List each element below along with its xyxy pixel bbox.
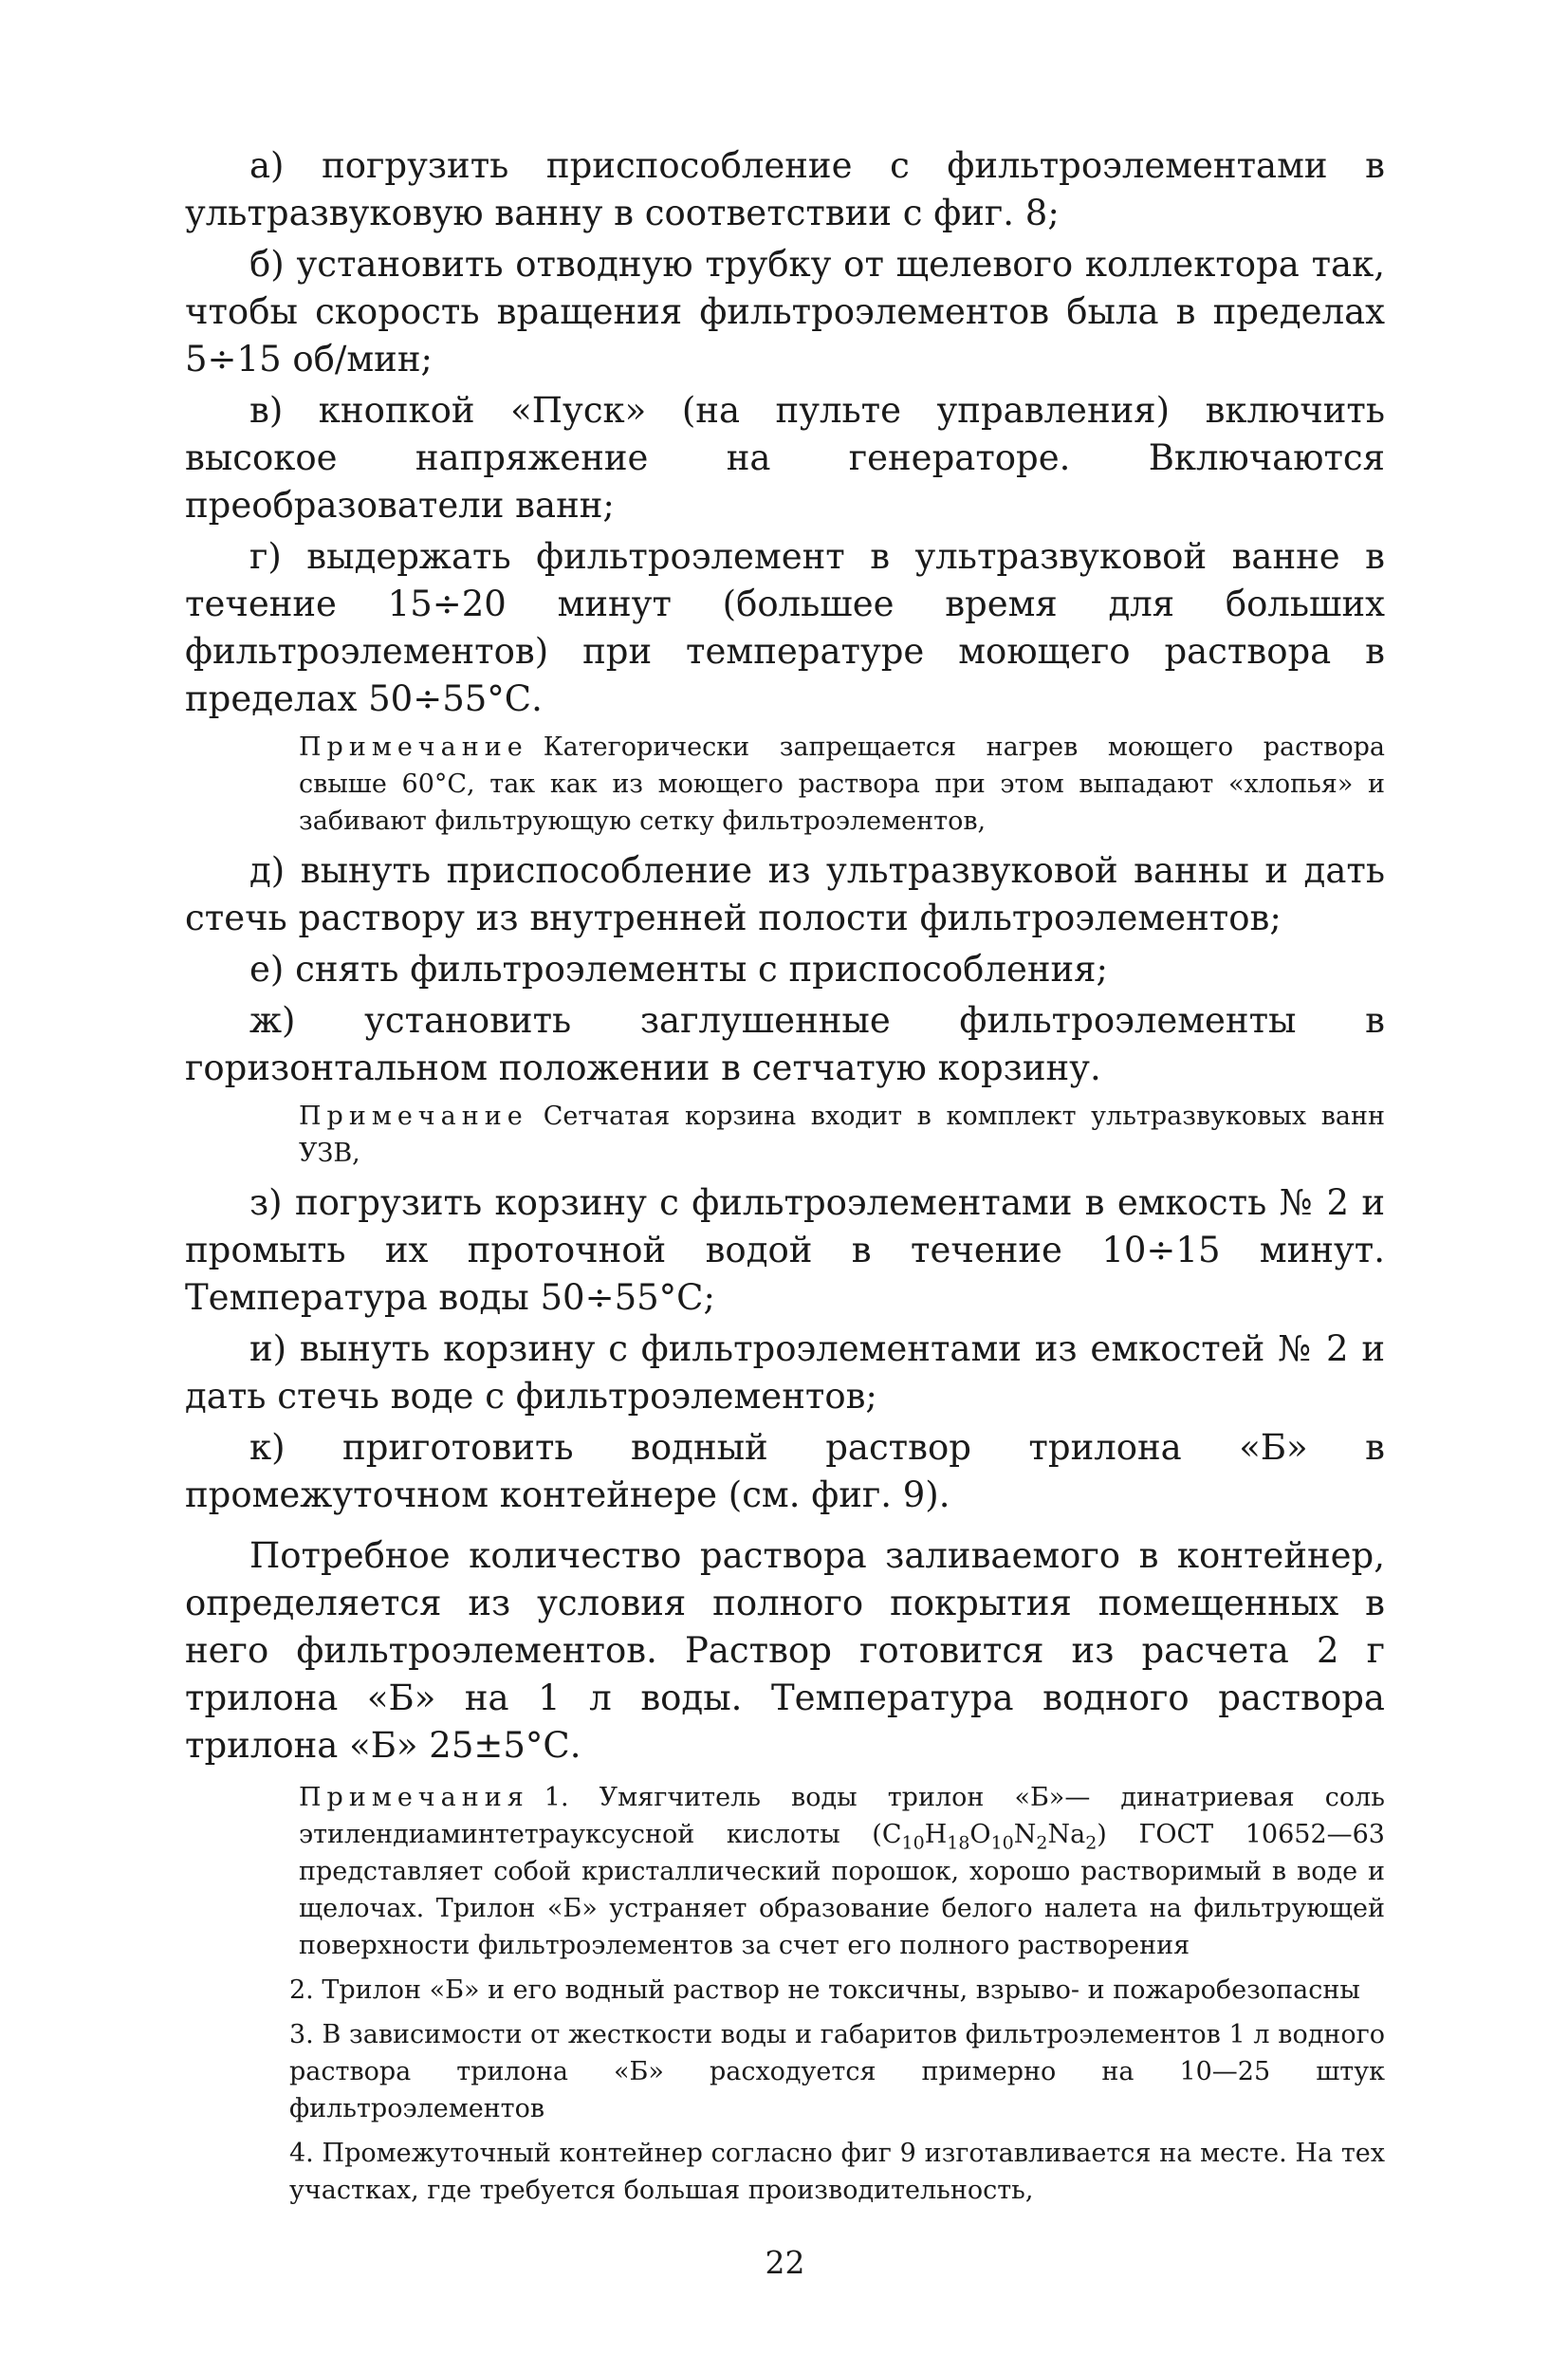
item-b: б) установить отводную трубку от щелевого коллектора так, чтобы скорость вращения фильтроэлементов была в пределах 5÷15 об/мин; — [185, 244, 1385, 380]
formula-n-index: 2 — [1036, 1832, 1048, 1854]
note-item-1-before: 1. Умягчитель воды трилон «Б»— динатриевая соль этилендиаминтетрауксусной кислоты (C — [299, 1783, 1385, 1849]
formula-c-index: 10 — [901, 1832, 925, 1854]
notes-label: Примечания — [299, 1783, 529, 1812]
item-zh: ж) установить заглушенные фильтроэлементы в горизонтальном положении в сетчатую корзину. — [185, 1000, 1385, 1088]
note-1 — [185, 729, 1385, 840]
paragraph-solution: Потребное количество раствора заливаемого в контейнер, определяется из условия полного покрытия помещенных в него фильтроэлементов. Раствор готовится из расчета 2 г трилона «Б» на 1 л воды. Температура водного раствора трилона «Б» 25±5°С. — [185, 1535, 1385, 1766]
formula-na-symbol: Na — [1047, 1820, 1086, 1849]
item-k: к) приготовить водный раствор трилона «Б» в промежуточном контейнере (см. фиг. 9). — [185, 1427, 1385, 1515]
notes-block-1 — [185, 1779, 1385, 1964]
formula-h-symbol: H — [924, 1820, 948, 1849]
page-number: 22 — [765, 2244, 805, 2281]
item-z: з) погрузить корзину с фильтроэлементами в емкость № 2 и промыть их проточной водой в течение 10÷15 минут. Температура воды 50÷55°С; — [185, 1182, 1385, 1318]
item-a: а) погрузить приспособление с фильтроэлементами в ультразвуковую ванну в соответствии с фиг. 8; — [185, 145, 1385, 233]
item-g: г) выдержать фильтроэлемент в ультразвуковой ванне в течение 15÷20 минут (большее время для больших фильтроэлементов) при температуре моющего раствора в пределах 50÷55°С. — [185, 536, 1385, 719]
formula-h-index: 18 — [947, 1832, 970, 1854]
formula-na-index: 2 — [1085, 1832, 1098, 1854]
note-2-label: Примечание — [299, 1102, 528, 1131]
item-v: в) кнопкой «Пуск» (на пульте управления) включить высокое напряжение на генераторе. Включаются преобразователи ванн; — [185, 390, 1385, 526]
note-item-1-after: ) ГОСТ 10652—63 представляет собой кристаллический порошок, хорошо растворимый в воде и щелочах. Трилон «Б» устраняет образование белого налета на фильтрующей поверхности фильтроэлементов за счет его полного растворения — [299, 1820, 1385, 1960]
note-1-label: Примечание — [299, 732, 528, 762]
item-d: д) вынуть приспособление из ультразвуковой ванны и дать стечь раствору из внутренней полости фильтроэлементов; — [185, 850, 1385, 938]
formula-o-index: 10 — [990, 1832, 1014, 1854]
note-1-text: Категорически запрещается нагрев моющего раствора свыше 60°С, так как из моющего раствора при этом выпадают «хлопья» и забивают фильтрующую сетку фильтроэлементов, — [299, 732, 1385, 836]
note-item-3: 3. В зависимости от жесткости воды и габаритов фильтроэлементов 1 л водного раствора трилона «Б» расходуется примерно на 10—25 штук фильтроэлементов — [289, 2020, 1385, 2123]
item-e: е) снять фильтроэлементы с приспособления; — [249, 949, 1108, 990]
item-i: и) вынуть корзину с фильтроэлементами из емкостей № 2 и дать стечь воде с фильтроэлементов; — [185, 1328, 1385, 1417]
note-2-text: Сетчатая корзина входит в комплект ультразвуковых ванн УЗВ, — [299, 1102, 1385, 1168]
note-2 — [185, 1098, 1385, 1172]
formula-n-symbol: N — [1013, 1820, 1037, 1849]
formula-o-symbol: O — [969, 1820, 991, 1849]
document-page — [185, 142, 1385, 2281]
note-item-4: 4. Промежуточный контейнер согласно фиг 9 изготавливается на месте. На тех участках, где требуется большая производительность, — [289, 2139, 1385, 2205]
note-item-2: 2. Трилон «Б» и его водный раствор не токсичны, взрыво- и пожаробезопасны — [289, 1975, 1360, 2005]
